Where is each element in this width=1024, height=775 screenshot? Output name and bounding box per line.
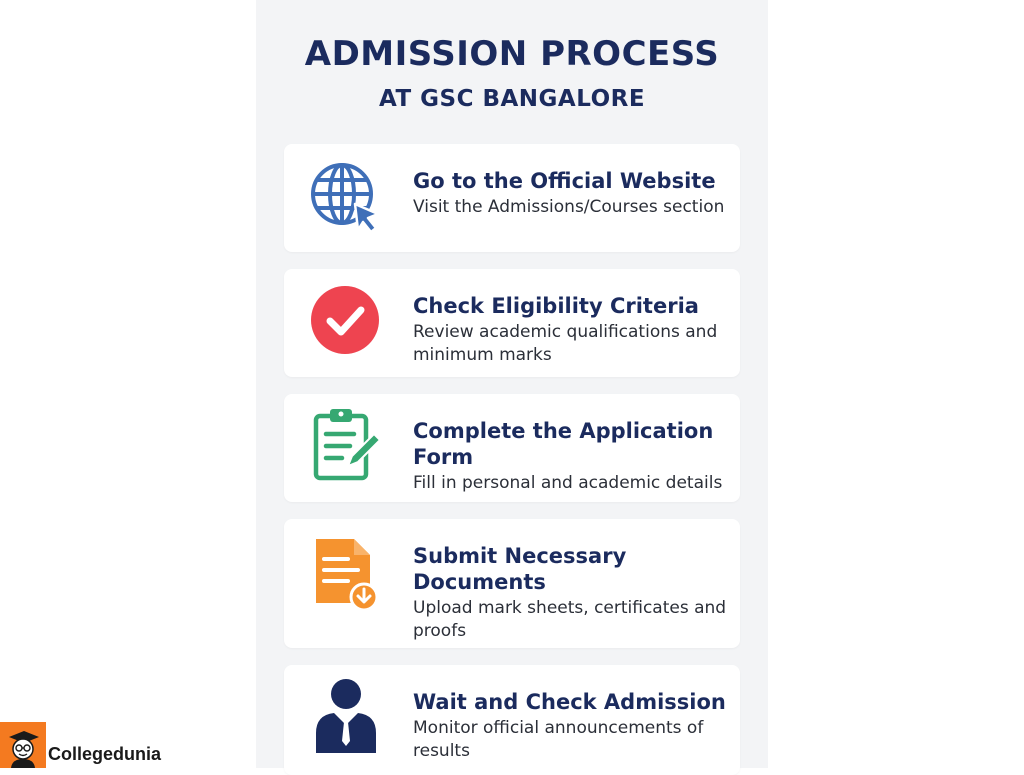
step-description: Fill in personal and academic details (413, 473, 723, 493)
document-download-icon (308, 535, 384, 611)
step-description: Upload mark sheets, certificates and proofs (413, 598, 727, 641)
step-card-documents (284, 519, 740, 648)
globe-cursor-icon (308, 160, 384, 236)
person-tie-icon (308, 677, 384, 753)
step-description: Review academic qualifications and minimum marks (413, 322, 718, 365)
clipboard-pencil-icon (308, 406, 384, 482)
step-title: Wait and Check Admission (413, 690, 726, 714)
step-description: Monitor official announcements of results (413, 718, 704, 761)
step-card-application-form (284, 394, 740, 502)
collegedunia-logo-icon (0, 722, 46, 768)
step-title: Check Eligibility Criteria (413, 294, 699, 318)
step-card-eligibility (284, 269, 740, 377)
page-subtitle: AT GSC BANGALORE (378, 86, 646, 112)
step-card-admission-result (284, 665, 740, 775)
checkmark-circle-icon (308, 283, 384, 359)
step-card-official-website (284, 144, 740, 252)
step-title: Submit Necessary Documents (413, 544, 627, 594)
step-title: Complete the Application Form (413, 419, 714, 469)
infographic-panel (256, 0, 768, 768)
page-title: ADMISSION PROCESS (304, 34, 720, 74)
step-title: Go to the Official Website (413, 169, 716, 193)
brand-name: Collegedunia (48, 744, 162, 764)
step-description: Visit the Admissions/Courses section (413, 197, 725, 217)
